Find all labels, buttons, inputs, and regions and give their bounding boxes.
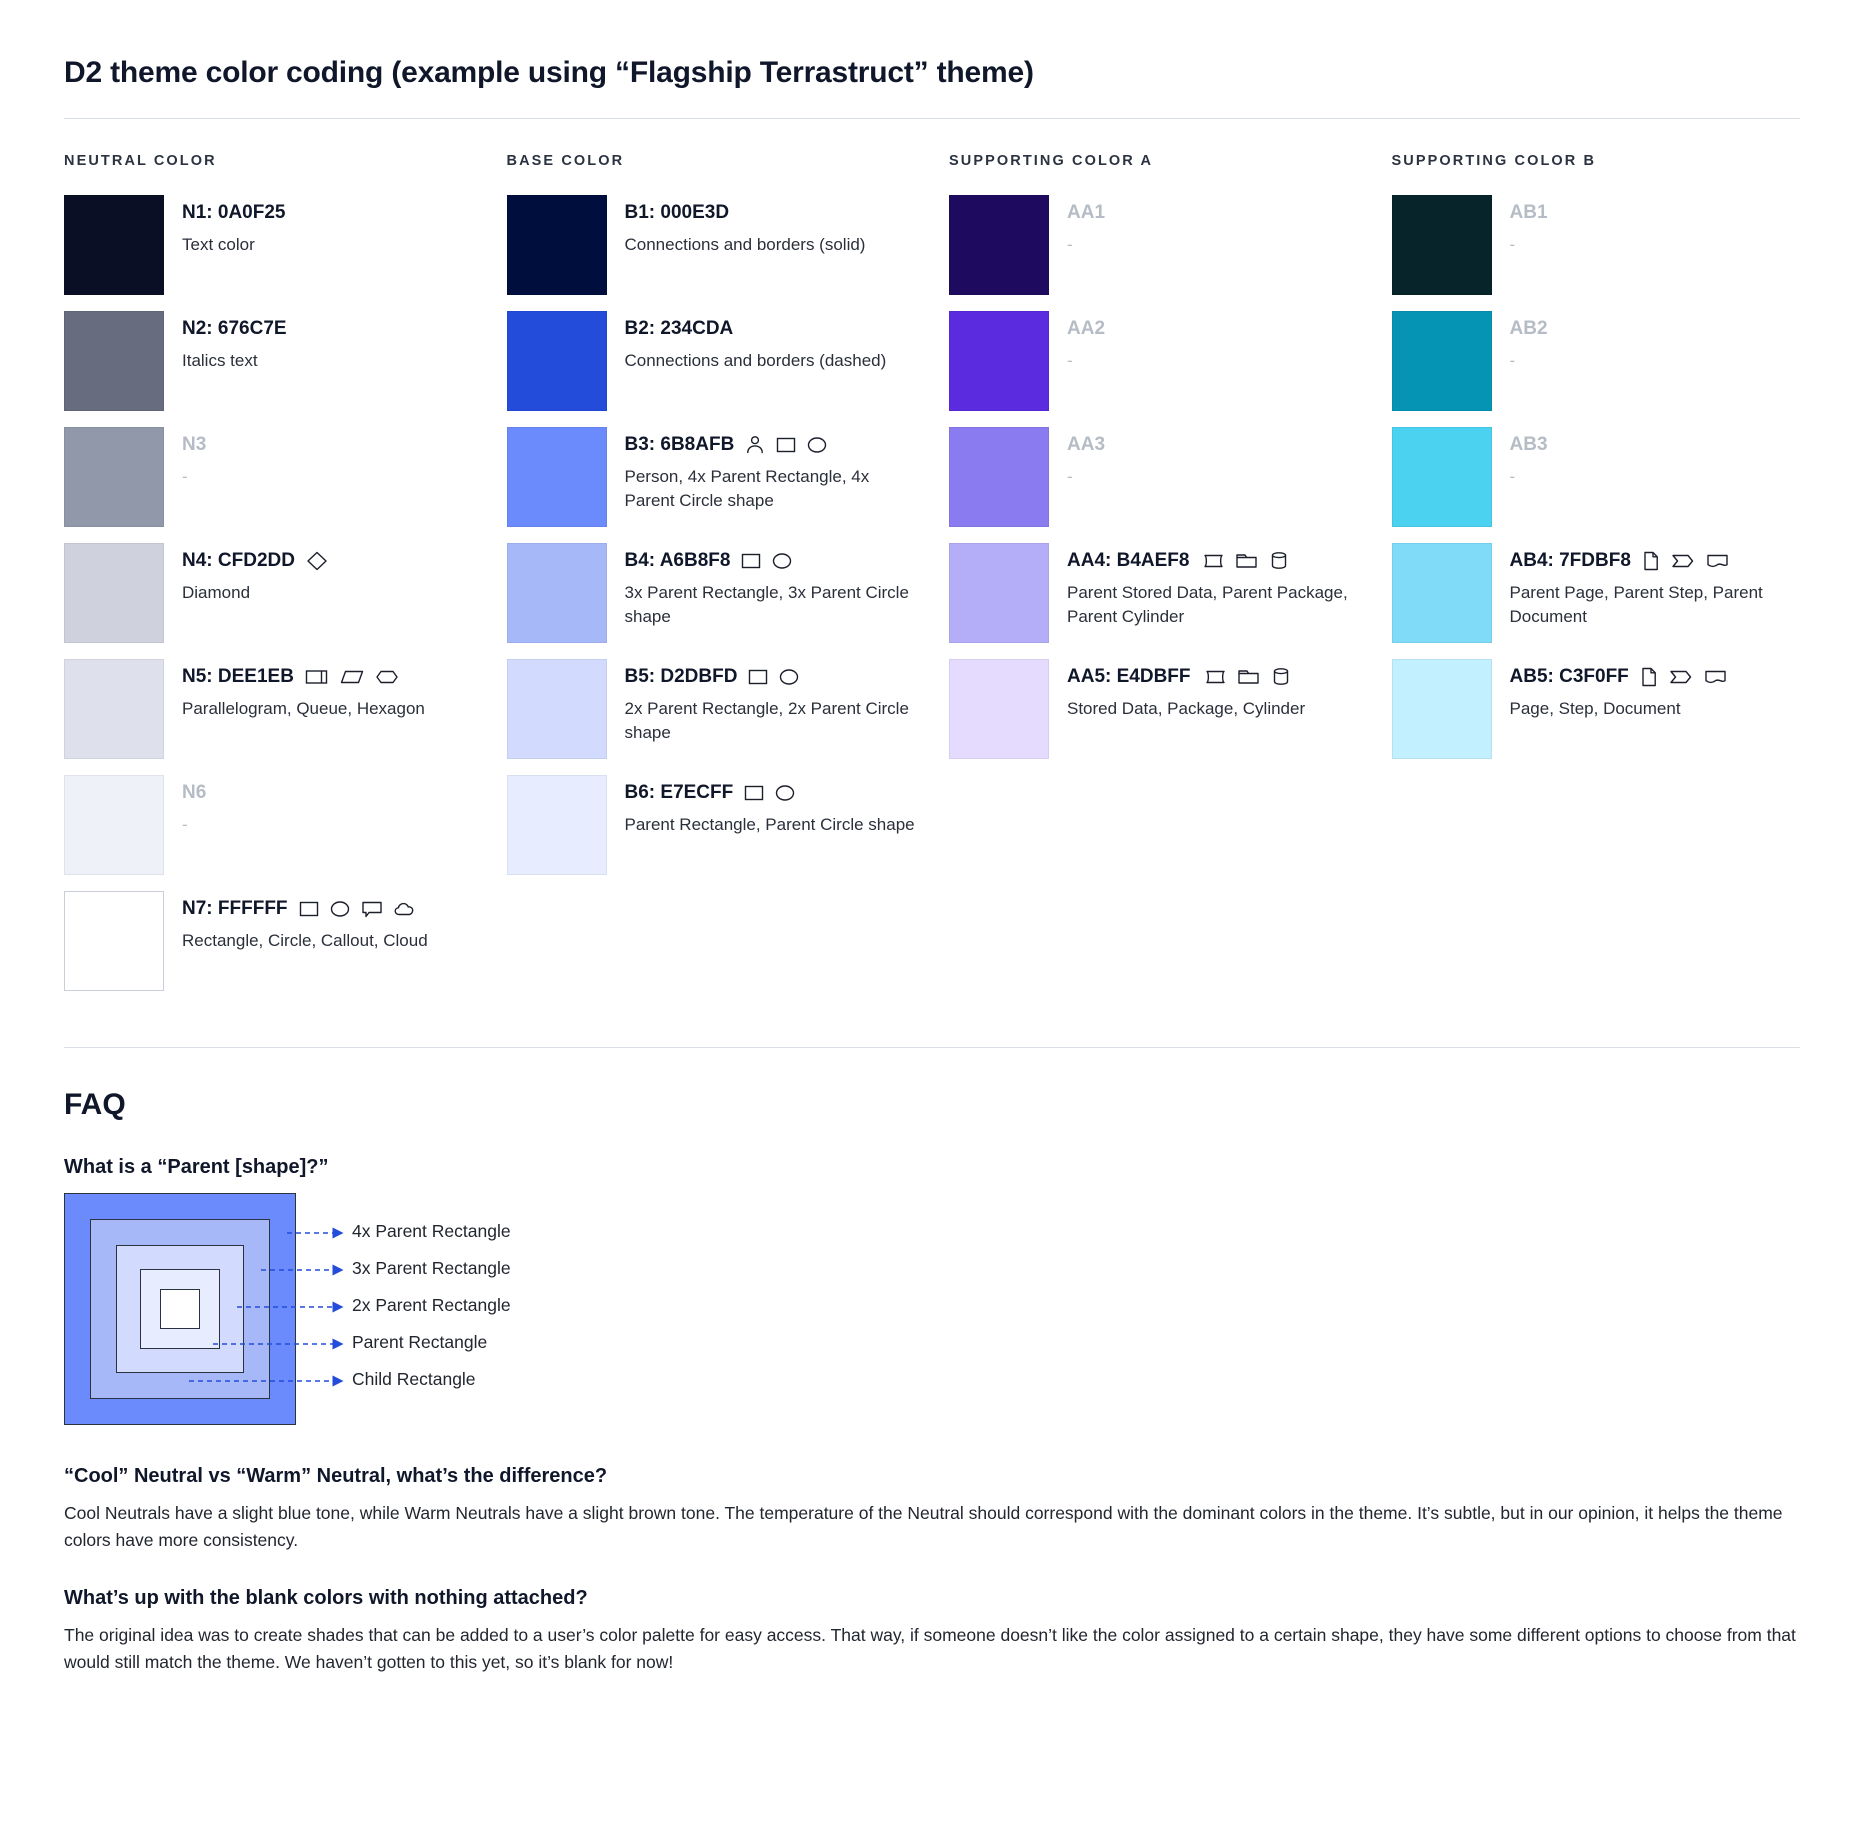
queue-icon	[304, 667, 330, 687]
circle-icon	[329, 899, 351, 919]
swatch-row	[64, 659, 473, 759]
palette-column-2	[507, 153, 916, 1007]
swatch-body	[1492, 311, 1801, 373]
swatch-code: B6: E7ECFF	[624, 782, 734, 803]
package-icon	[1234, 551, 1260, 571]
shape-icon-group	[747, 667, 800, 687]
swatch-row	[507, 659, 916, 759]
swatch-label	[182, 433, 473, 457]
cylinder-icon	[1271, 666, 1291, 687]
swatch-description: Parallelogram, Queue, Hexagon	[182, 698, 425, 718]
shape-icon-group	[305, 550, 329, 572]
swatch-label	[1067, 433, 1358, 457]
swatch-label	[1510, 549, 1801, 573]
swatch-body	[1049, 427, 1358, 489]
swatch-body	[607, 543, 916, 629]
faq-heading: FAQ	[64, 1088, 126, 1121]
nest-label: Parent Rectangle	[352, 1332, 488, 1352]
palette-divider	[64, 1047, 1800, 1048]
swatch-description: Diamond	[182, 582, 251, 602]
swatch-description: Stored Data, Package, Cylinder	[1067, 698, 1306, 718]
swatch-row	[1392, 427, 1801, 527]
swatch-body	[1049, 659, 1358, 721]
step-icon	[1668, 667, 1694, 687]
swatch-code: AB3	[1509, 434, 1548, 455]
color-swatch	[64, 195, 164, 295]
color-swatch	[949, 659, 1049, 759]
swatch-body	[164, 659, 473, 721]
color-swatch	[949, 311, 1049, 411]
swatch-body	[164, 311, 473, 373]
swatch-code: B4: A6B8F8	[624, 550, 731, 571]
stored-data-icon	[1199, 551, 1225, 571]
color-swatch	[64, 659, 164, 759]
faq-question-1: What is a “Parent [shape]?”	[64, 1156, 329, 1178]
swatch-code: AA5: E4DBFF	[1067, 666, 1191, 687]
rectangle-icon	[743, 783, 765, 803]
color-swatch	[949, 543, 1049, 643]
rectangle-icon	[740, 551, 762, 571]
shape-icon-group	[740, 551, 793, 571]
swatch-code: N6	[182, 782, 207, 803]
color-swatch	[64, 775, 164, 875]
swatch-row	[64, 543, 473, 643]
color-swatch	[1392, 311, 1492, 411]
swatch-label	[1510, 317, 1801, 341]
swatch-label	[182, 201, 473, 225]
color-swatch	[949, 195, 1049, 295]
swatch-label	[1510, 665, 1801, 689]
swatch-label	[625, 781, 916, 805]
page-icon	[1641, 550, 1661, 572]
callout-icon	[360, 899, 384, 919]
parent-shape-diagram	[64, 1193, 1800, 1425]
shape-icon-group	[743, 783, 796, 803]
faq-item-parent-shape	[64, 1156, 1800, 1425]
swatch-description: -	[182, 814, 188, 834]
cylinder-icon	[1269, 550, 1289, 571]
swatch-label	[182, 897, 473, 921]
palette-column-1	[64, 153, 473, 1007]
nest-level-0	[160, 1289, 200, 1329]
swatch-body	[164, 775, 473, 837]
shape-icon-group	[1641, 550, 1731, 572]
swatch-body	[164, 543, 473, 605]
page-title: D2 theme color coding (example using “Flagship Terrastruct” theme)	[64, 56, 1034, 89]
swatch-label	[1510, 433, 1801, 457]
hexagon-icon	[374, 667, 400, 687]
circle-icon	[771, 551, 793, 571]
color-palette-grid	[64, 153, 1800, 1007]
color-swatch	[507, 543, 607, 643]
swatch-body	[1492, 427, 1801, 489]
swatch-body	[1049, 195, 1358, 257]
swatch-row	[507, 311, 916, 411]
cloud-icon	[393, 899, 419, 919]
swatch-code: B1: 000E3D	[624, 202, 730, 223]
title-divider	[64, 118, 1800, 119]
swatch-row	[949, 427, 1358, 527]
swatch-description: -	[1067, 466, 1073, 486]
swatch-row	[949, 195, 1358, 295]
color-swatch	[507, 311, 607, 411]
swatch-body	[607, 659, 916, 745]
swatch-code: N3	[182, 434, 207, 455]
swatch-description: -	[1509, 234, 1516, 254]
swatch-code: AA3	[1067, 434, 1106, 455]
color-swatch	[64, 891, 164, 991]
color-swatch	[949, 427, 1049, 527]
shape-icon-group	[744, 434, 828, 455]
faq-question-3: What’s up with the blank colors with nothing attached?	[64, 1587, 588, 1610]
swatch-description: Rectangle, Circle, Callout, Cloud	[182, 930, 428, 950]
step-icon	[1670, 551, 1696, 571]
swatch-label	[1067, 201, 1358, 225]
swatch-row	[507, 195, 916, 295]
shape-icon-group	[1199, 550, 1289, 571]
swatch-label	[625, 665, 916, 689]
swatch-row	[1392, 543, 1801, 643]
swatch-row	[64, 427, 473, 527]
color-swatch	[507, 659, 607, 759]
swatch-description: Parent Stored Data, Parent Package, Parent Cylinder	[1067, 582, 1348, 626]
swatch-label	[182, 781, 473, 805]
leader-lines	[296, 1193, 856, 1425]
nest-label: 2x Parent Rectangle	[352, 1295, 511, 1315]
swatch-label	[1510, 201, 1801, 225]
stored-data-icon	[1201, 667, 1227, 687]
swatch-description: Person, 4x Parent Rectangle, 4x Parent Circle shape	[624, 466, 870, 510]
rectangle-icon	[775, 435, 797, 455]
color-swatch	[1392, 427, 1492, 527]
color-swatch	[507, 195, 607, 295]
circle-icon	[806, 435, 828, 455]
color-swatch	[1392, 659, 1492, 759]
color-swatch	[507, 775, 607, 875]
swatch-row	[64, 311, 473, 411]
color-swatch	[507, 427, 607, 527]
swatch-row	[1392, 659, 1801, 759]
palette-column-heading: BASE COLOR	[506, 153, 625, 169]
swatch-label	[1067, 665, 1358, 689]
person-icon	[744, 434, 766, 455]
swatch-row	[507, 543, 916, 643]
swatch-label	[182, 665, 473, 689]
swatch-code: N7: FFFFFF	[182, 898, 288, 919]
swatch-description: -	[1067, 350, 1073, 370]
palette-column-heading: SUPPORTING COLOR A	[949, 153, 1154, 169]
swatch-row	[64, 775, 473, 875]
palette-column-4	[1392, 153, 1801, 1007]
swatch-body	[607, 311, 916, 373]
swatch-description: Text color	[182, 234, 255, 254]
swatch-description: 2x Parent Rectangle, 2x Parent Circle shape	[624, 698, 909, 742]
page-icon	[1639, 666, 1659, 688]
color-swatch	[1392, 543, 1492, 643]
swatch-row	[1392, 195, 1801, 295]
diamond-icon	[305, 550, 329, 572]
swatch-label	[625, 433, 916, 457]
parallelogram-icon	[339, 667, 365, 687]
swatch-description: -	[1067, 234, 1073, 254]
swatch-description: -	[1509, 350, 1516, 370]
swatch-row	[949, 659, 1358, 759]
swatch-label	[182, 549, 473, 573]
swatch-description: Connections and borders (solid)	[624, 234, 866, 254]
faq-item-cool-warm	[64, 1465, 1800, 1553]
swatch-code: AB4: 7FDBF8	[1509, 550, 1631, 571]
swatch-row	[949, 311, 1358, 411]
swatch-body	[164, 195, 473, 257]
faq-answer-2: Cool Neutrals have a slight blue tone, while Warm Neutrals have a slight brown tone. The temperature of the Neutral should correspond with the dominant colors in the theme. It’s subtle, but in our opinion, it helps the theme colors have more consistency.	[64, 1503, 1783, 1550]
swatch-body	[164, 891, 473, 953]
swatch-description: Italics text	[182, 350, 258, 370]
swatch-row	[64, 891, 473, 991]
shape-icon-group	[298, 899, 419, 919]
swatch-body	[1049, 543, 1358, 629]
nest-label: Child Rectangle	[352, 1369, 476, 1389]
swatch-code: B3: 6B8AFB	[624, 434, 735, 455]
palette-column-3	[949, 153, 1358, 1007]
circle-icon	[778, 667, 800, 687]
swatch-code: AA4: B4AEF8	[1067, 550, 1190, 571]
swatch-code: N4: CFD2DD	[182, 550, 295, 571]
swatch-row	[507, 427, 916, 527]
swatch-code: B5: D2DBFD	[624, 666, 738, 687]
swatch-body	[164, 427, 473, 489]
swatch-body	[1492, 659, 1801, 721]
shape-icon-group	[304, 667, 400, 687]
swatch-description: -	[1509, 466, 1516, 486]
swatch-code: N1: 0A0F25	[182, 202, 286, 223]
color-swatch	[64, 311, 164, 411]
document-icon	[1703, 667, 1729, 687]
swatch-label	[625, 201, 916, 225]
swatch-label	[182, 317, 473, 341]
swatch-description: Page, Step, Document	[1509, 698, 1681, 718]
swatch-body	[607, 775, 916, 837]
swatch-code: AA2	[1067, 318, 1106, 339]
swatch-row	[949, 543, 1358, 643]
swatch-description: Parent Page, Parent Step, Parent Document	[1509, 582, 1763, 626]
swatch-row	[1392, 311, 1801, 411]
swatch-description: Parent Rectangle, Parent Circle shape	[624, 814, 915, 834]
nest-label: 4x Parent Rectangle	[352, 1221, 511, 1241]
document-icon	[1705, 551, 1731, 571]
swatch-body	[607, 195, 916, 257]
rectangle-icon	[298, 899, 320, 919]
shape-icon-group	[1201, 666, 1291, 687]
swatch-row	[507, 775, 916, 875]
swatch-code: B2: 234CDA	[624, 318, 734, 339]
color-swatch	[64, 427, 164, 527]
swatch-body	[1492, 195, 1801, 257]
palette-column-heading: NEUTRAL COLOR	[64, 153, 217, 169]
swatch-code: AA1	[1067, 202, 1106, 223]
swatch-code: AB2	[1509, 318, 1548, 339]
package-icon	[1236, 667, 1262, 687]
faq-item-blank-colors	[64, 1587, 1800, 1675]
swatch-code: N5: DEE1EB	[182, 666, 294, 687]
swatch-code: N2: 676C7E	[182, 318, 287, 339]
faq-answer-3: The original idea was to create shades that can be added to a user’s color palette for easy access. That way, if someone doesn’t like the color assigned to a certain shape, they have some different options to choose from that would still match the theme. We haven’t gotten to this yet, so it’s blank for now!	[64, 1625, 1796, 1672]
circle-icon	[774, 783, 796, 803]
swatch-code: AB1	[1509, 202, 1548, 223]
swatch-description: -	[182, 466, 188, 486]
swatch-code: AB5: C3F0FF	[1509, 666, 1629, 687]
rectangle-icon	[747, 667, 769, 687]
swatch-label	[625, 549, 916, 573]
nest-label-list	[296, 1193, 856, 1425]
swatch-label	[625, 317, 916, 341]
swatch-body	[607, 427, 916, 513]
swatch-body	[1492, 543, 1801, 629]
shape-icon-group	[1639, 666, 1729, 688]
color-swatch	[1392, 195, 1492, 295]
swatch-description: Connections and borders (dashed)	[624, 350, 887, 370]
nest-label: 3x Parent Rectangle	[352, 1258, 511, 1278]
swatch-label	[1067, 317, 1358, 341]
palette-column-heading: SUPPORTING COLOR B	[1391, 153, 1597, 169]
swatch-label	[1067, 549, 1358, 573]
color-swatch	[64, 543, 164, 643]
nested-rectangles	[64, 1193, 296, 1425]
swatch-body	[1049, 311, 1358, 373]
swatch-description: 3x Parent Rectangle, 3x Parent Circle shape	[624, 582, 909, 626]
faq-question-2: “Cool” Neutral vs “Warm” Neutral, what’s the difference?	[64, 1465, 608, 1487]
swatch-row	[64, 195, 473, 295]
